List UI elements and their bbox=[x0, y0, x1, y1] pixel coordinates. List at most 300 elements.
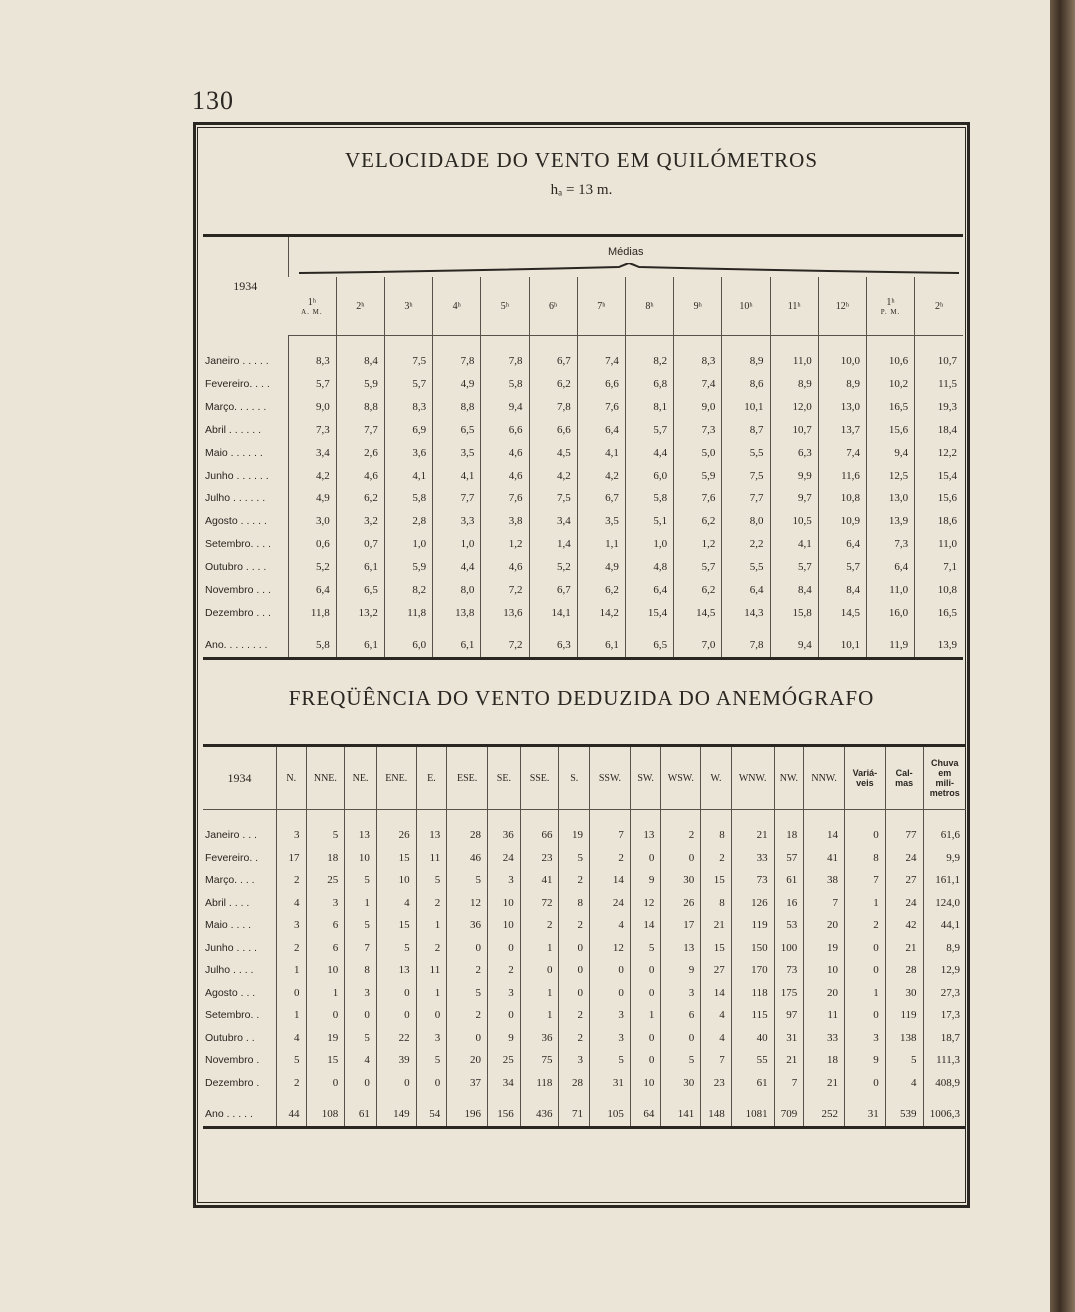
table-row bbox=[203, 1072, 966, 1095]
spacer-cell bbox=[731, 810, 774, 825]
velocity-cell: 10,9 bbox=[818, 510, 866, 533]
velocity-cell: 4,4 bbox=[433, 556, 481, 579]
frequency-cell: 61 bbox=[731, 1072, 774, 1095]
spacer-cell bbox=[416, 1094, 447, 1102]
velocity-cell: 8,4 bbox=[770, 579, 818, 602]
frequency-cell: 2 bbox=[447, 1004, 488, 1027]
velocity-cell: 14,5 bbox=[674, 602, 722, 625]
frequency-cell: 38 bbox=[804, 869, 845, 892]
frequency-cell: 46 bbox=[447, 847, 488, 870]
velocity-cell: 6,6 bbox=[481, 418, 529, 441]
velocity-cell: 8,0 bbox=[433, 579, 481, 602]
velocity-cell: 12,5 bbox=[866, 464, 914, 487]
frequency-cell: 19 bbox=[559, 824, 590, 847]
velocity-cell: 6,3 bbox=[770, 441, 818, 464]
month-label: Agosto . . . bbox=[205, 986, 256, 999]
velocity-cell: 4,1 bbox=[577, 441, 625, 464]
frequency-cell: 0 bbox=[416, 1072, 447, 1095]
velocity-cell: 6,8 bbox=[625, 372, 673, 395]
annual-velocity-cell: 7,2 bbox=[481, 633, 529, 659]
velocity-cell: 16,0 bbox=[866, 602, 914, 625]
frequency-cell: 57 bbox=[774, 847, 804, 870]
frequency-cell: 3 bbox=[590, 1027, 631, 1050]
annual-frequency-cell: 54 bbox=[416, 1102, 447, 1128]
frequency-cell: 21 bbox=[731, 824, 774, 847]
velocity-cell: 11,8 bbox=[288, 602, 336, 625]
frequency-cell: 33 bbox=[804, 1027, 845, 1050]
table-row bbox=[203, 464, 963, 487]
frequency-cell: 44,1 bbox=[923, 914, 966, 937]
velocity-cell: 4,2 bbox=[288, 464, 336, 487]
spacer-cell bbox=[336, 625, 384, 633]
frequency-cell: 24 bbox=[488, 847, 521, 870]
annual-frequency-cell: 1081 bbox=[731, 1102, 774, 1128]
spacer-cell bbox=[661, 1094, 701, 1102]
velocity-cell: 7,7 bbox=[433, 487, 481, 510]
velocity-cell: 9,9 bbox=[770, 464, 818, 487]
spacer-cell bbox=[630, 810, 661, 825]
frequency-cell: 15 bbox=[701, 937, 732, 960]
frequency-cell: 0 bbox=[345, 1072, 377, 1095]
hour-header bbox=[433, 277, 481, 336]
velocity-cell: 13,0 bbox=[818, 395, 866, 418]
frequency-cell: 25 bbox=[306, 869, 345, 892]
frequency-cell: 4 bbox=[276, 892, 306, 915]
frequency-cell: 21 bbox=[804, 1072, 845, 1095]
frequency-cell: 5 bbox=[885, 1049, 923, 1072]
velocity-cell: 12,2 bbox=[915, 441, 963, 464]
spacer-cell bbox=[577, 625, 625, 633]
velocity-cell: 7,4 bbox=[577, 350, 625, 373]
spacer-cell bbox=[203, 810, 276, 825]
velocity-cell: 4,1 bbox=[770, 533, 818, 556]
velocity-cell: 6,7 bbox=[529, 350, 577, 373]
hour-period-label: P. M. bbox=[880, 307, 901, 316]
frequency-cell: 9 bbox=[488, 1027, 521, 1050]
frequency-cell: 5 bbox=[416, 1049, 447, 1072]
spacer-cell bbox=[701, 810, 732, 825]
velocity-cell: 8,4 bbox=[336, 350, 384, 373]
frequency-cell: 1 bbox=[630, 1004, 661, 1027]
frequency-cell: 19 bbox=[804, 937, 845, 960]
velocity-cell: 7,3 bbox=[866, 533, 914, 556]
spacer-cell bbox=[520, 810, 559, 825]
velocity-cell: 10,6 bbox=[866, 350, 914, 373]
spacer-cell bbox=[577, 336, 625, 350]
frequency-cell: 61,6 bbox=[923, 824, 966, 847]
frequency-cell: 3 bbox=[845, 1027, 886, 1050]
frequency-cell: 36 bbox=[447, 914, 488, 937]
spacer-cell bbox=[923, 810, 966, 825]
frequency-year-header: 1934 bbox=[203, 746, 276, 810]
frequency-cell: 0 bbox=[845, 937, 886, 960]
spacer-cell bbox=[559, 810, 590, 825]
hour-label: 10ʰ bbox=[739, 300, 753, 312]
velocity-cell: 5,7 bbox=[384, 372, 432, 395]
velocity-cell: 3,3 bbox=[433, 510, 481, 533]
hour-header bbox=[529, 277, 577, 336]
velocity-cell: 6,1 bbox=[336, 556, 384, 579]
velocity-cell: 7,3 bbox=[674, 418, 722, 441]
frequency-cell: 126 bbox=[731, 892, 774, 915]
frequency-cell: 0 bbox=[306, 1072, 345, 1095]
frequency-cell: 4 bbox=[701, 1004, 732, 1027]
frequency-cell: 1 bbox=[845, 982, 886, 1005]
velocity-cell: 1,0 bbox=[625, 533, 673, 556]
month-label: Junho . . . . bbox=[205, 941, 257, 954]
spacer-cell bbox=[661, 810, 701, 825]
frequency-cell: 6 bbox=[306, 937, 345, 960]
frequency-cell: 7 bbox=[804, 892, 845, 915]
month-label: Outubro . . . . bbox=[205, 561, 267, 574]
frequency-cell: 150 bbox=[731, 937, 774, 960]
velocity-cell: 10,0 bbox=[818, 350, 866, 373]
frequency-cell: 0 bbox=[559, 937, 590, 960]
annual-label: Ano . . . . . bbox=[203, 1102, 276, 1128]
velocity-cell: 5,7 bbox=[674, 556, 722, 579]
frequency-cell: 20 bbox=[804, 982, 845, 1005]
spacer-cell bbox=[447, 810, 488, 825]
frequency-cell: 2 bbox=[276, 1072, 306, 1095]
month-label: Novembro . bbox=[205, 1054, 260, 1067]
table-row bbox=[203, 1049, 966, 1072]
velocity-cell: 5,7 bbox=[288, 372, 336, 395]
frequency-cell: 0 bbox=[630, 847, 661, 870]
hour-label: 11ʰ bbox=[787, 300, 801, 312]
velocity-cell: 4,6 bbox=[481, 441, 529, 464]
frequency-cell: 2 bbox=[416, 937, 447, 960]
frequency-cell: 36 bbox=[488, 824, 521, 847]
spacer-cell bbox=[488, 1094, 521, 1102]
frequency-cell: 14 bbox=[590, 869, 631, 892]
month-label: Abril . . . . . . bbox=[205, 423, 262, 436]
frequency-cell: 13 bbox=[416, 824, 447, 847]
velocity-cell: 5,5 bbox=[722, 441, 770, 464]
velocity-cell: 13,8 bbox=[433, 602, 481, 625]
annual-velocity-cell: 6,0 bbox=[384, 633, 432, 659]
velocity-cell: 3,0 bbox=[288, 510, 336, 533]
spacer-cell bbox=[384, 625, 432, 633]
annual-frequency-cell: 149 bbox=[376, 1102, 416, 1128]
table-row bbox=[203, 1027, 966, 1050]
spacer-cell bbox=[203, 1094, 276, 1102]
frequency-cell: 2 bbox=[559, 869, 590, 892]
velocity-cell: 7,7 bbox=[336, 418, 384, 441]
frequency-cell: 0 bbox=[488, 937, 521, 960]
frequency-cell: 28 bbox=[885, 959, 923, 982]
spacer-cell bbox=[866, 625, 914, 633]
spacer-cell bbox=[433, 625, 481, 633]
velocity-cell: 5,8 bbox=[625, 487, 673, 510]
spacer-cell bbox=[288, 336, 336, 350]
frequency-cell: 161,1 bbox=[923, 869, 966, 892]
frequency-cell: 2 bbox=[488, 959, 521, 982]
month-label: Setembro. . bbox=[205, 1009, 260, 1022]
frequency-cell: 0 bbox=[630, 1027, 661, 1050]
medias-group-header bbox=[288, 236, 963, 278]
frequency-cell: 9 bbox=[661, 959, 701, 982]
month-label: Agosto . . . . . bbox=[205, 515, 267, 528]
hour-header bbox=[818, 277, 866, 336]
velocity-cell: 11,0 bbox=[866, 579, 914, 602]
frequency-cell: 0 bbox=[630, 1049, 661, 1072]
frequency-cell: 7 bbox=[345, 937, 377, 960]
velocity-cell: 4,2 bbox=[529, 464, 577, 487]
velocity-cell: 4,6 bbox=[481, 556, 529, 579]
month-label: Novembro . . . bbox=[205, 584, 271, 597]
frequency-cell: 2 bbox=[276, 869, 306, 892]
hour-label: 8ʰ bbox=[645, 300, 654, 312]
table-row bbox=[203, 824, 966, 847]
velocity-cell: 8,0 bbox=[722, 510, 770, 533]
velocity-cell: 7,5 bbox=[722, 464, 770, 487]
frequency-cell: 4 bbox=[590, 914, 631, 937]
frequency-cell: 2 bbox=[520, 914, 559, 937]
month-label: Dezembro . bbox=[205, 1076, 260, 1089]
frequency-cell: 12 bbox=[590, 937, 631, 960]
frequency-cell: 2 bbox=[701, 847, 732, 870]
velocity-cell: 1,0 bbox=[433, 533, 481, 556]
velocity-cell: 12,0 bbox=[770, 395, 818, 418]
frequency-cell: 4 bbox=[276, 1027, 306, 1050]
spacer-cell bbox=[701, 1094, 732, 1102]
velocity-cell: 10,1 bbox=[722, 395, 770, 418]
spacer-row bbox=[203, 1094, 966, 1102]
annual-frequency-cell: 141 bbox=[661, 1102, 701, 1128]
hour-header bbox=[674, 277, 722, 336]
hour-label: 1ʰ bbox=[307, 296, 316, 308]
table-row bbox=[203, 869, 966, 892]
spacer-cell bbox=[915, 336, 963, 350]
frequency-cell: 7 bbox=[774, 1072, 804, 1095]
annual-frequency-cell: 436 bbox=[520, 1102, 559, 1128]
spacer-cell bbox=[923, 1094, 966, 1102]
frequency-cell: 11 bbox=[804, 1004, 845, 1027]
velocity-cell: 9,7 bbox=[770, 487, 818, 510]
velocity-cell: 8,3 bbox=[384, 395, 432, 418]
velocity-cell: 8,3 bbox=[288, 350, 336, 373]
frequency-cell: 0 bbox=[416, 1004, 447, 1027]
spacer-cell bbox=[722, 625, 770, 633]
velocity-cell: 8,9 bbox=[818, 372, 866, 395]
frequency-cell: 21 bbox=[774, 1049, 804, 1072]
extra-column-header: Chuva em mili- metros bbox=[923, 746, 966, 810]
frequency-cell: 0 bbox=[306, 1004, 345, 1027]
velocity-cell: 8,9 bbox=[770, 372, 818, 395]
velocity-cell: 13,7 bbox=[818, 418, 866, 441]
frequency-cell: 25 bbox=[488, 1049, 521, 1072]
hour-header bbox=[336, 277, 384, 336]
velocity-cell: 10,2 bbox=[866, 372, 914, 395]
frequency-cell: 5 bbox=[376, 937, 416, 960]
spacer-cell bbox=[276, 810, 306, 825]
velocity-cell: 6,6 bbox=[529, 418, 577, 441]
velocity-title: VELOCIDADE DO VENTO EM QUILÓMETROS bbox=[344, 148, 819, 172]
frequency-cell: 0 bbox=[845, 1004, 886, 1027]
frequency-cell: 12 bbox=[630, 892, 661, 915]
frequency-cell: 24 bbox=[885, 892, 923, 915]
direction-header: NNE. bbox=[306, 746, 345, 810]
velocity-cell: 0,6 bbox=[288, 533, 336, 556]
velocity-year-header: 1934 bbox=[203, 236, 288, 336]
hour-header bbox=[481, 277, 529, 336]
velocity-cell: 8,8 bbox=[433, 395, 481, 418]
extra-column-header: Cal- mas bbox=[885, 746, 923, 810]
frequency-cell: 0 bbox=[376, 1072, 416, 1095]
frequency-cell: 4 bbox=[345, 1049, 377, 1072]
velocity-cell: 14,5 bbox=[818, 602, 866, 625]
spacer-cell bbox=[529, 625, 577, 633]
frequency-cell: 12 bbox=[447, 892, 488, 915]
annual-velocity-cell: 10,1 bbox=[818, 633, 866, 659]
month-label: Outubro . . bbox=[205, 1031, 255, 1044]
annual-label: Ano. . . . . . . . bbox=[203, 633, 288, 659]
table-row bbox=[203, 395, 963, 418]
table-row bbox=[203, 487, 963, 510]
frequency-cell: 24 bbox=[885, 847, 923, 870]
frequency-cell: 23 bbox=[520, 847, 559, 870]
frequency-cell: 1 bbox=[520, 937, 559, 960]
velocity-cell: 14,3 bbox=[722, 602, 770, 625]
annual-frequency-cell: 196 bbox=[447, 1102, 488, 1128]
month-label: Maio . . . . . . bbox=[205, 446, 263, 459]
frequency-cell: 0 bbox=[630, 982, 661, 1005]
spacer-cell bbox=[203, 336, 288, 350]
spacer-cell bbox=[384, 336, 432, 350]
frequency-cell: 7 bbox=[701, 1049, 732, 1072]
spacer-cell bbox=[590, 810, 631, 825]
annual-frequency-cell: 64 bbox=[630, 1102, 661, 1128]
spacer-cell bbox=[774, 1094, 804, 1102]
frequency-cell: 0 bbox=[520, 959, 559, 982]
direction-header: SSE. bbox=[520, 746, 559, 810]
direction-header: W. bbox=[701, 746, 732, 810]
month-label: Fevereiro. . . . bbox=[205, 377, 270, 390]
velocity-cell: 7,6 bbox=[674, 487, 722, 510]
frequency-cell: 61 bbox=[774, 869, 804, 892]
velocity-cell: 7,5 bbox=[529, 487, 577, 510]
frequency-cell: 8 bbox=[345, 959, 377, 982]
frequency-cell: 72 bbox=[520, 892, 559, 915]
velocity-cell: 4,1 bbox=[433, 464, 481, 487]
annual-velocity-cell: 6,1 bbox=[433, 633, 481, 659]
velocity-cell: 7,4 bbox=[818, 441, 866, 464]
velocity-cell: 3,4 bbox=[288, 441, 336, 464]
velocity-cell: 10,5 bbox=[770, 510, 818, 533]
spacer-cell bbox=[625, 336, 673, 350]
frequency-cell: 30 bbox=[885, 982, 923, 1005]
velocity-cell: 2,6 bbox=[336, 441, 384, 464]
frequency-cell: 4 bbox=[376, 892, 416, 915]
velocity-cell: 13,6 bbox=[481, 602, 529, 625]
spacer-cell bbox=[481, 625, 529, 633]
frequency-cell: 0 bbox=[488, 1004, 521, 1027]
annual-frequency-cell: 148 bbox=[701, 1102, 732, 1128]
spacer-row bbox=[203, 625, 963, 633]
frequency-cell: 100 bbox=[774, 937, 804, 960]
frequency-cell: 13 bbox=[630, 824, 661, 847]
frequency-cell: 23 bbox=[701, 1072, 732, 1095]
frequency-cell: 28 bbox=[559, 1072, 590, 1095]
frequency-cell: 9,9 bbox=[923, 847, 966, 870]
annual-velocity-cell: 11,9 bbox=[866, 633, 914, 659]
spacer-cell bbox=[288, 625, 336, 633]
velocity-cell: 6,4 bbox=[866, 556, 914, 579]
velocity-hours-row bbox=[203, 277, 963, 336]
medias-label: Médias bbox=[608, 246, 644, 258]
spacer-cell bbox=[447, 1094, 488, 1102]
annual-velocity-cell: 5,8 bbox=[288, 633, 336, 659]
frequency-cell: 30 bbox=[661, 869, 701, 892]
spacer-cell bbox=[345, 810, 377, 825]
frequency-cell: 0 bbox=[845, 1072, 886, 1095]
frequency-cell: 14 bbox=[804, 824, 845, 847]
annual-frequency-cell: 61 bbox=[345, 1102, 377, 1128]
frequency-cell: 3 bbox=[488, 869, 521, 892]
velocity-cell: 8,4 bbox=[818, 579, 866, 602]
frequency-cell: 41 bbox=[520, 869, 559, 892]
annual-velocity-cell: 6,1 bbox=[577, 633, 625, 659]
velocity-cell: 6,9 bbox=[384, 418, 432, 441]
spacer-cell bbox=[376, 1094, 416, 1102]
direction-header: SSW. bbox=[590, 746, 631, 810]
frequency-cell: 3 bbox=[661, 982, 701, 1005]
frequency-cell: 2 bbox=[845, 914, 886, 937]
frequency-cell: 14 bbox=[701, 982, 732, 1005]
velocity-subtitle: hₐ = 13 m. bbox=[550, 182, 613, 198]
velocity-cell: 6,4 bbox=[625, 579, 673, 602]
velocity-cell: 9,0 bbox=[674, 395, 722, 418]
velocity-cell: 13,0 bbox=[866, 487, 914, 510]
velocity-cell: 5,2 bbox=[288, 556, 336, 579]
frequency-cell: 8 bbox=[559, 892, 590, 915]
frequency-cell: 21 bbox=[701, 914, 732, 937]
spacer-cell bbox=[885, 1094, 923, 1102]
frequency-cell: 24 bbox=[590, 892, 631, 915]
frequency-cell: 0 bbox=[447, 937, 488, 960]
velocity-cell: 4,9 bbox=[577, 556, 625, 579]
velocity-cell: 6,4 bbox=[288, 579, 336, 602]
frequency-cell: 118 bbox=[520, 1072, 559, 1095]
velocity-cell: 3,5 bbox=[433, 441, 481, 464]
velocity-cell: 13,2 bbox=[336, 602, 384, 625]
velocity-cell: 9,4 bbox=[481, 395, 529, 418]
frequency-cell: 7 bbox=[590, 824, 631, 847]
spacer-cell bbox=[818, 336, 866, 350]
frequency-cell: 1 bbox=[276, 1004, 306, 1027]
annual-velocity-cell: 9,4 bbox=[770, 633, 818, 659]
spacer-cell bbox=[559, 1094, 590, 1102]
velocity-cell: 6,6 bbox=[577, 372, 625, 395]
velocity-cell: 4,5 bbox=[529, 441, 577, 464]
frequency-cell: 42 bbox=[885, 914, 923, 937]
annual-row bbox=[203, 1102, 966, 1128]
velocity-cell: 3,4 bbox=[529, 510, 577, 533]
frequency-cell: 10 bbox=[376, 869, 416, 892]
month-label: Julho . . . . . . bbox=[205, 492, 266, 505]
frequency-cell: 3 bbox=[488, 982, 521, 1005]
frequency-cell: 36 bbox=[520, 1027, 559, 1050]
velocity-cell: 6,7 bbox=[529, 579, 577, 602]
velocity-cell: 18,4 bbox=[915, 418, 963, 441]
annual-frequency-cell: 156 bbox=[488, 1102, 521, 1128]
frequency-cell: 10 bbox=[804, 959, 845, 982]
annual-row bbox=[203, 633, 963, 659]
spacer-cell bbox=[818, 625, 866, 633]
frequency-cell: 41 bbox=[804, 847, 845, 870]
direction-header: S. bbox=[559, 746, 590, 810]
spacer-cell bbox=[866, 336, 914, 350]
